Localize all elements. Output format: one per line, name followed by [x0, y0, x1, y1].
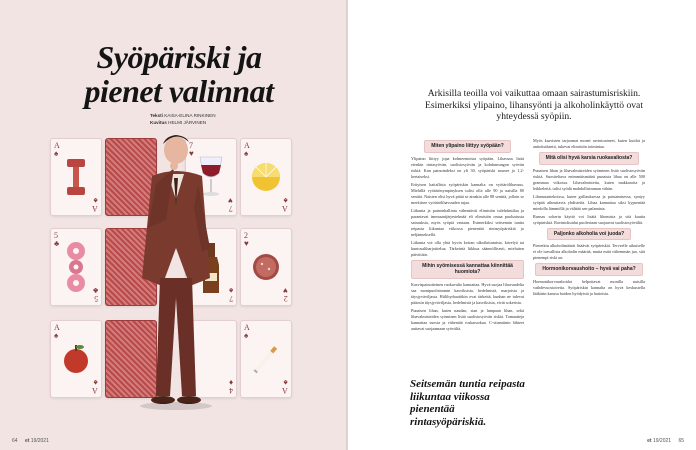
body-paragraph: Runsas sokerin käyttö voi lisätä lihomista ja sitä kautta syöpäriskiä. Ravintokuidut puolestaan suojaavat suolistosyövältä.	[533, 213, 645, 225]
body-paragraph: Hormonikorvaushoidot helpottavat monilla naisilla vaihdevuosioireita. Syöpäriskin kannalta on hyvä keskustella lääkärin kanssa hoidon hyödyistä ja haitoista.	[533, 278, 645, 296]
credit-text-label: Teksti	[150, 113, 163, 118]
body-paragraph: Punaisen lihan ja lihavalmisteiden syöminen lisää suolistosyövän riskiä. Suositeltava enimmäismäärä punaista lihaa on alle 500 grammaa viikossa. Lihavalmisteita, kuten makkaroita ja leikkeleitä, tulisi syödä mahdollisimman vähän.	[533, 167, 645, 191]
card-apple: A ♠ A ♠	[50, 320, 102, 398]
card-dumbbell: A ♠ A ♠	[50, 138, 102, 216]
body-paragraph: Ylipaino liittyy jopa kolmeentoista syöpään. Lihavuus lisää etenkin rintasyövän, suolistosyövän ja kohdunrungon syövän riskiä. Kun painoindeksi on yli 30, syöpäriski nousee jo 1,2-kertaiseksi.	[411, 155, 524, 179]
card-wine: 7 ♥ 7 ♥	[185, 138, 237, 216]
credit-photo-name: HELMI JÄRVINEN	[168, 120, 207, 125]
left-magazine-name: et	[24, 438, 30, 444]
credit-text-name: KAISA-ELINA RINKINEN	[164, 113, 216, 118]
body-paragraph: Liikunta voi olla yhtä hyvin koiran ulkoiluttamista, kävelyä tai kuntosaliharjoittelua. Tärkeintä liikkua säännöllisesti, mieluiten päivittäin.	[411, 239, 524, 257]
body-paragraph: Liikunta ja painonhallinta vähentävät elimistön tulehdustilaa ja parantavat immuunijärjestelmää eli elimistön omaa puolustusta sairauksia, myös syöpiä vastaan. Esimerkiksi seitsemän tuntia reipasta liikuntaa viikossa pienentää rintasyöpäriskiä jo neljänneksellä.	[411, 207, 524, 237]
question-box: Mihin syömisessä kannattaa kiinnittää huomiota?	[411, 260, 524, 279]
card-donut: 5 ♣ 5 ♣	[50, 228, 102, 306]
body-paragraph: Myös kasvisten tarjoamat monet ravintoaineet, kuten kuidut ja antioksidantit, tukevat elimistön toimintaa.	[533, 138, 645, 149]
article-title	[64, 40, 294, 108]
credit-photo-label: Kuvitus	[150, 120, 167, 125]
right-page	[348, 0, 696, 450]
card-diamond: 4 ♦	[185, 320, 237, 398]
title-line-1: Syöpäriski ja	[96, 39, 262, 75]
question-box: Mitä olisi hyvä karsia ruokavaliosta?	[533, 152, 645, 165]
question-box: Paljonko alkoholia voi juoda?	[533, 228, 645, 241]
pull-quote: Seitsemän tuntia reipasta liikuntaa viikossa pienentää rintasyöpäriskiä.	[410, 378, 525, 428]
right-issue: 19/2021	[652, 438, 672, 444]
left-issue: 19/2021	[30, 438, 49, 444]
body-paragraph: Liharuuantekoissa, kuten grillauksessa ja paistamisessa, syntyy syöpää aiheuttavia yhdisteitä. Lihaa kannattaa siksi kypsentää miedolla lämmöllä ja välttää sen palamista.	[533, 193, 645, 211]
card-beer: 7 ♠	[185, 228, 237, 306]
card-lemon: A ♠ A ♠	[240, 138, 292, 216]
right-page-number: 65	[678, 438, 684, 444]
body-paragraph: Erityisen haitallista syöpäriskin kannalta on vyötärölihavuus. Miehillä vyötärönympäryksen tulisi olla alle 90 ja naisilla 80 senttiä. Naisten olisi hyvä pitää se ainakin alle 88 senttiä, jolloin se merkitsee vyötärölihavuuden rajaa.	[411, 181, 524, 205]
text-column-1	[411, 138, 524, 334]
right-page-footer	[647, 438, 684, 444]
lead-paragraph: Arkisilla teoilla voi vaikuttaa omaan sairastumisriskiin. Esimerkiksi ylipaino, lihansyönti ja alkoholinkäyttö ovat yhteydessä syöpiin.	[425, 88, 643, 122]
body-paragraph: Punaisen lihan, kuten naudan, sian ja lampaan lihan, sekä lihavalmisteiden syöminen lisää suolistosyövän riskiä. Tomaatteja kannattaa suosia ja vähentää roskaruokaa. C-vitamiinin lähteet auttavat suojaamaan syövältä.	[411, 307, 524, 331]
left-page-number: 64	[12, 438, 18, 444]
man-in-suit-illustration	[118, 128, 236, 428]
title-line-2: pienet valinnat	[84, 73, 274, 109]
body-paragraph: Pienetkin alkoholimäärät lisäävät syöpäriskiä. Terveelle aikuiselle ei ole turvallista alkoholin määrää, mutta mitä vähemmän juo, sitä pienempi riski on.	[533, 243, 645, 260]
question-box: Miten ylipaino liittyy syöpään?	[411, 140, 524, 153]
card-sausage: 2 ♥ 2 ♥	[240, 228, 292, 306]
right-magazine-name: et	[647, 438, 652, 444]
body-paragraph: Kasvispainotteinen ruokavalio kannattaa. Hyvä suojaa lihavuudelta saa monipuolisimmin kasviksista, hedelmistä, marjoista ja täysjyväviljasta. Hiilihydraatitkin ovat tärkeitä, kunhan ne tulevat pääosin täysjyväviljasta, hedelmistä ja kasviksista, eivät sokerista.	[411, 281, 524, 305]
card-cigarette: A ♠ A ♠	[240, 320, 292, 398]
question-box: Hormonikorvaushoito – hyvä vai paha?	[533, 263, 645, 276]
text-column-2	[533, 138, 645, 299]
left-page-footer	[12, 438, 49, 444]
credits	[150, 112, 216, 126]
